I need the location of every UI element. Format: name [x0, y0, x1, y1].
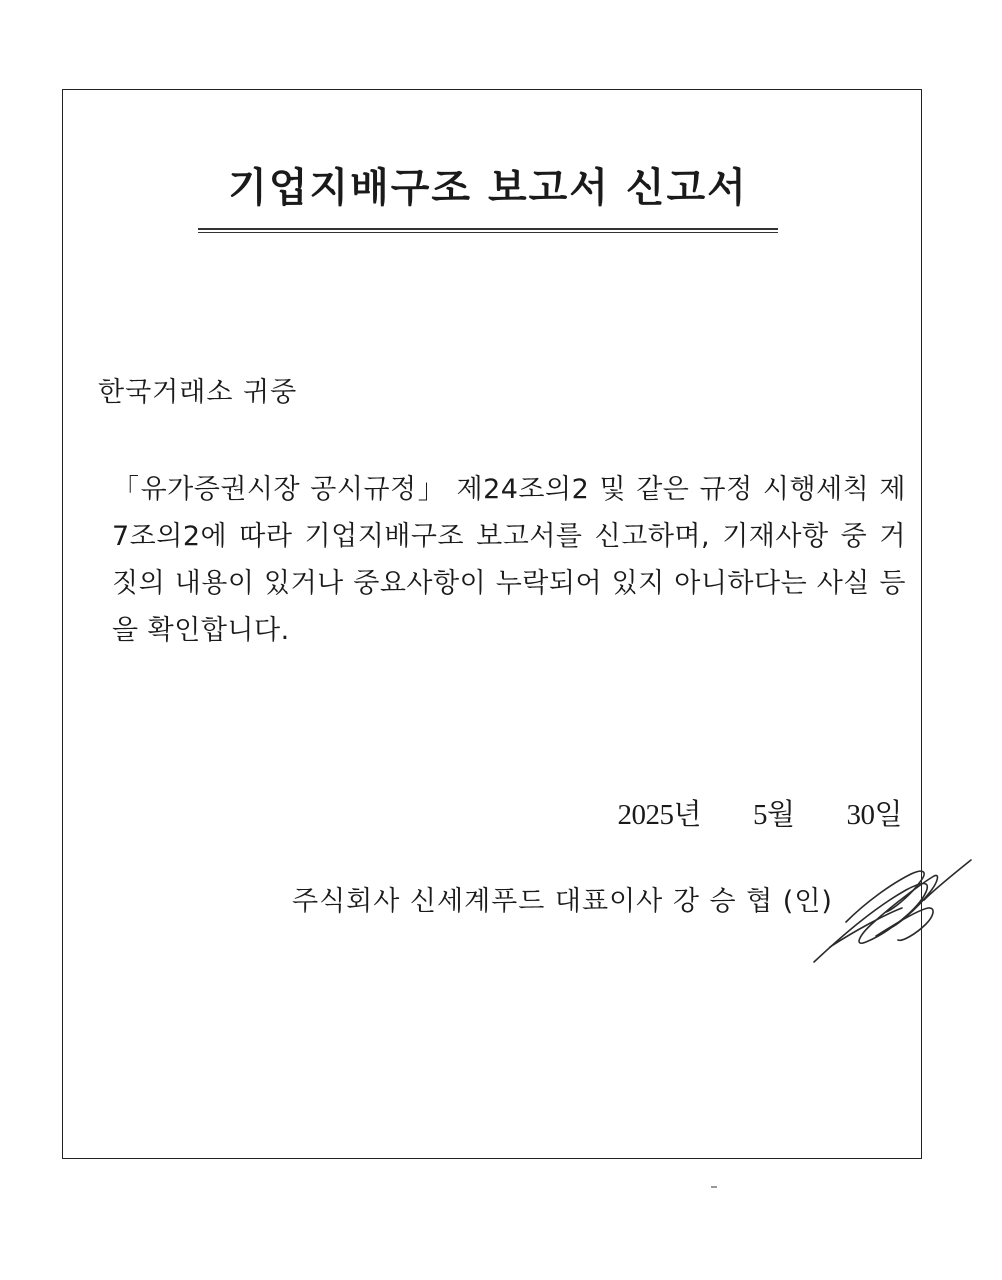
title-underline	[198, 228, 778, 233]
date-year: 2025년	[617, 799, 701, 831]
scan-artifact	[711, 1186, 717, 1188]
document-title: 기업지배구조 보고서 신고서	[228, 165, 748, 211]
date-day: 30일	[846, 799, 902, 831]
signatory-line: 주식회사 신세계푸드 대표이사 강 승 협 (인)	[292, 886, 833, 917]
declaration-body: 「유가증권시장 공시규정」 제24조의2 및 같은 규정 시행세칙 제7조의2에 따라 기업지배구조 보고서를 신고하며, 기재사항 중 거짓의 내용이 있거나 중요사항이 누락되어 있지 아니하다는 사실 등을 확인합니다.	[112, 474, 906, 646]
date-month: 5월	[752, 799, 795, 831]
date-line	[617, 795, 902, 835]
handwritten-signature	[806, 852, 976, 967]
addressee: 한국거래소 귀중	[98, 377, 298, 408]
